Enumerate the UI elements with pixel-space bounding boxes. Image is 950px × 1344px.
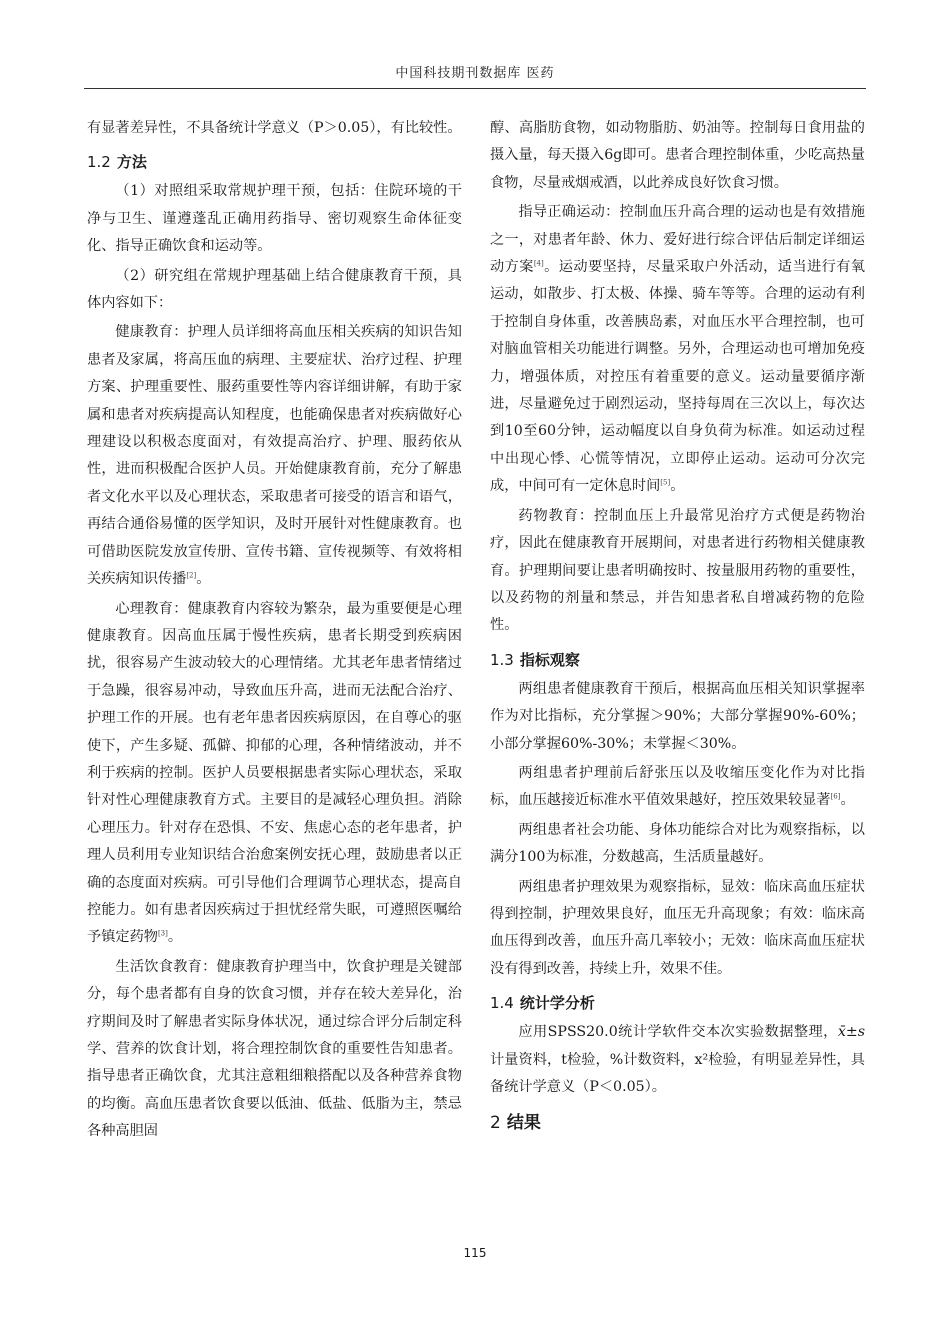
- page-number: 115: [463, 1246, 487, 1260]
- section-heading-1-3: [490, 648, 865, 672]
- section-title: 方法: [116, 153, 147, 172]
- left-column: [87, 115, 462, 1148]
- paragraph-text: 应用SPSS20.0统计学软件交本次实验数据整理，: [518, 1024, 838, 1041]
- section-title: 指标观察: [519, 650, 580, 669]
- paragraph-exercise: [490, 199, 865, 500]
- citation: [2]: [186, 571, 197, 580]
- paragraph: （1）对照组采取常规护理干预，包括：住院环境的干净与卫生、谨遵蓬乱正确用药指导、密切观察生命体征变化、指导正确饮食和运动等。: [87, 183, 462, 255]
- section-number: 2: [490, 1113, 501, 1134]
- paragraph-text: 两组患者护理前后舒张压以及收缩压变化作为对比指标，血压越接近标准水平值效果越好，控压效果较显著: [490, 764, 865, 809]
- right-column: [490, 115, 865, 1139]
- journal-header: 中国科技期刊数据库 医药: [395, 66, 555, 81]
- section-title: 结果: [506, 1113, 541, 1134]
- paragraph-medication: 药物教育：控制血压上升最常见治疗方式便是药物治疗，因此在健康教育开展期间，对患者进行药物相关健康教育。护理期间要让患者明确按时、按量服用药物的重要性，以及药物的剂量和禁忌，并告知患者私自增减药物的危险性。: [490, 507, 865, 634]
- section-heading-2: [490, 1111, 865, 1135]
- paragraph-end: 。: [196, 571, 211, 588]
- paragraph-end: 。: [670, 478, 685, 495]
- citation: [6]: [830, 792, 841, 801]
- paragraph: 有显著差异性，不具备统计学意义（P＞0.05），有比较性。: [87, 120, 462, 136]
- paragraph-text: 指导正确运动：控制血压升高合理的运动也是有效措施之一，对患者年龄、休力、爱好进行综合评估后制定详细运动方案: [490, 204, 865, 276]
- section-heading-1-4: [490, 991, 865, 1015]
- citation: [3]: [157, 929, 168, 938]
- paragraph-psychological-education: [87, 596, 462, 952]
- paragraph: 两组患者护理效果为观察指标，显效：临床高血压症状得到控制，护理效果良好，血压无升高现象；有效：临床高血压得到改善，血压升高几率较小；无效：临床高血压症状没有得到改善，持续上升，效果不佳。: [490, 878, 865, 977]
- citation: [5]: [660, 478, 671, 487]
- section-title: 统计学分析: [519, 994, 595, 1013]
- section-number: 1.2: [87, 153, 111, 172]
- math-mean-sd: x̄±s: [837, 1024, 865, 1041]
- paragraph: （2）研究组在常规护理基础上结合健康教育干预，具体内容如下：: [87, 267, 462, 312]
- section-number: 1.3: [490, 650, 514, 669]
- header-divider: [84, 88, 866, 89]
- section-number: 1.4: [490, 994, 514, 1013]
- paragraph-text: 心理教育：健康教育内容较为繁杂，最为重要便是心理健康教育。因高血压属于慢性疾病，患者长期受到疾病困扰，很容易产生波动较大的心理情绪。尤其老年患者情绪过于急躁，很容易冲动，导致血压升高，进而无法配合治疗、护理工作的开展。也有老年患者因疾病原因，在自尊心的驱使下，产生多疑、孤僻、抑郁的心理，各种情绪波动，并不利于疾病的控制。医护人员要根据患者实际心理状态，采取针对性心理健康教育方式。主要目的是减轻心理负担。消除心理压力。针对存在恐惧、不安、焦虑心态的老年患者，护理人员利用专业知识结合治愈案例安抚心理，鼓励患者以正确的态度面对疾病。可引导他们合理调节心理状态，提高自控能力。如有患者因疾病过于担忧经常失眠，可遵照医嘱给予镇定药物: [87, 600, 462, 946]
- paragraph-end: 。: [167, 929, 183, 946]
- paragraph: 两组患者社会功能、身体功能综合对比为观察指标，以满分100为标准，分数越高，生活质量越好。: [490, 821, 865, 866]
- paragraph-statistics: [490, 1019, 865, 1101]
- paragraph: [490, 760, 865, 815]
- paragraph-text: 。运动要坚持，尽量采取户外活动，适当进行有氧运动，如散步、打太极、体操、骑车等等。合理的运动有利于控制自身体重，改善胰岛素，对血压水平合理控制，也可对脑血管相关功能进行调整。另外，合理运动也可增加免疫力，增强体质，对控压有着重要的意义。运动量要循序渐进，尽量避免过于剧烈运动，坚持每周在三次以上，每次达到10至60分钟，运动幅度以自身负荷为标准。如运动过程中出现心悸、心慌等情况，立即停止运动。运动可分次完成，中间可有一定休息时间: [490, 259, 865, 495]
- paragraph-text: 健康教育：护理人员详细将高血压相关疾病的知识告知患者及家属，将高压血的病理、主要症状、治疗过程、护理方案、护理重要性、服药重要性等内容详细讲解，有助于家属和患者对疾病提高认知程度，也能确保患者对疾病做好心理建设以积极态度面对，有效提高治疗、护理、服药依从性，进而积极配合医护人员。开始健康教育前，充分了解患者文化水平以及心理状态，采取患者可接受的语言和语气，再结合通俗易懂的医学知识，及时开展针对性健康教育。也可借助医院发放宣传册、宣传书籍、宣传视频等、有效将相关疾病知识传播: [87, 324, 462, 588]
- paragraph-diet-education: 生活饮食教育：健康教育护理当中，饮食护理是关键部分，每个患者都有自身的饮食习惯，并存在较大差异化，治疗期间及时了解患者实际身体状况，通过综合评分后制定科学、营养的饮食计划，将合理控制饮食的重要性告知患者。指导患者正确饮食，尤其注意粗细粮搭配以及各种营养食物的均衡。高血压患者饮食要以低油、低盐、低脂为主，禁忌各种高胆固: [87, 958, 462, 1140]
- paragraph: 两组患者健康教育干预后，根据高血压相关知识掌握率作为对比指标，充分掌握＞90%；大部分掌握90%-60%；小部分掌握60%-30%；未掌握＜30%。: [490, 680, 865, 752]
- paragraph: 醇、高脂肪食物，如动物脂肪、奶油等。控制每日食用盐的摄入量，每天摄入6g即可。患者合理控制体重，少吃高热量食物，尽量戒烟戒酒，以此养成良好饮食习惯。: [490, 120, 865, 191]
- section-heading-1-2: [87, 150, 462, 174]
- citation: [4]: [533, 259, 544, 268]
- paragraph-text: 计量资料，t检验，%计数资料，x²检验，有明显差异性，具备统计学意义（P＜0.05）。: [490, 1051, 865, 1095]
- paragraph-health-education: [87, 319, 462, 593]
- paragraph-end: 。: [840, 792, 855, 809]
